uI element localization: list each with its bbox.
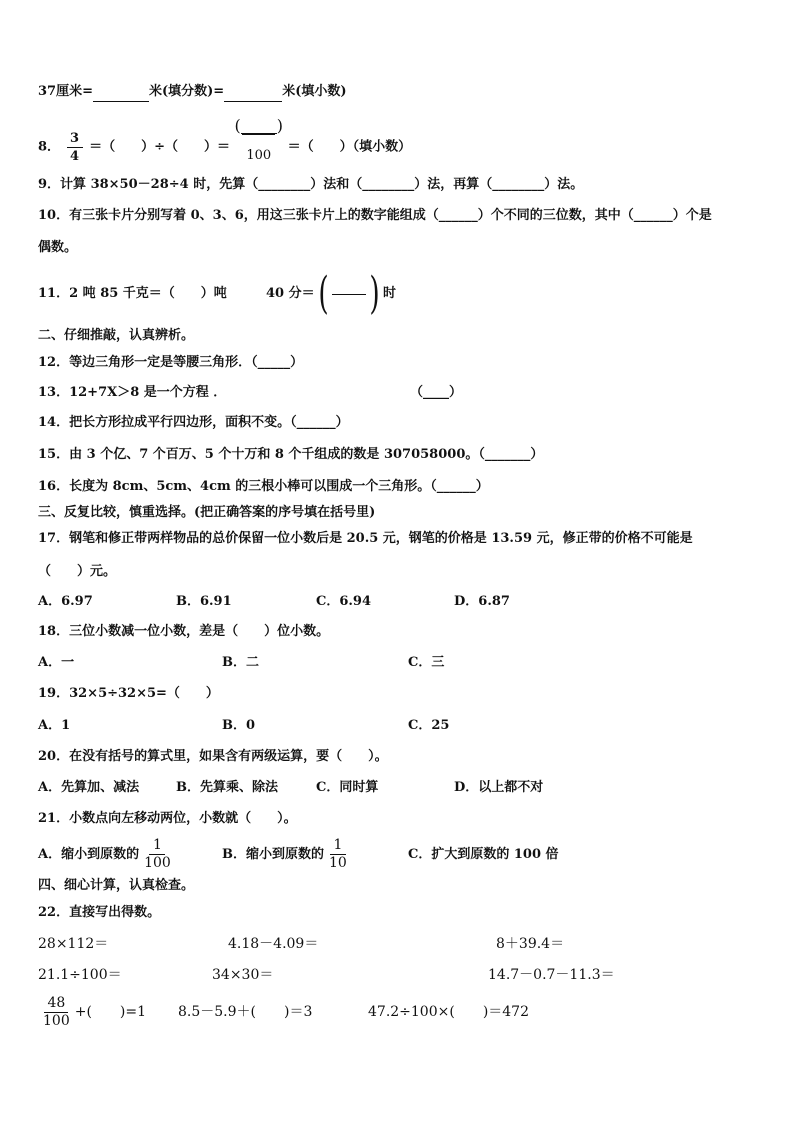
q17-option-d[interactable]: D．6.87	[454, 594, 510, 609]
calc-7-num: 48	[44, 995, 68, 1013]
calc-2: 4.18－4.09＝	[228, 936, 319, 952]
q20-option-c[interactable]: C．同时算	[316, 780, 379, 795]
q11-part-2	[266, 267, 396, 319]
q7-tail	[38, 82, 347, 102]
q20-option-b[interactable]: B．先算乘、除法	[176, 780, 278, 795]
q21-option-b-fraction	[326, 837, 350, 872]
q11-unit: 时	[382, 286, 396, 301]
q7-text-c: 米(填小数)	[282, 84, 347, 99]
q8-fraction-3-4	[67, 130, 83, 165]
section-3-heading: 三、反复比较，慎重选择。(把正确答案的序号填在括号里)	[38, 505, 376, 520]
q11-part-2-text: 40 分＝	[266, 286, 315, 301]
question-12: 12．等边三角形一定是等腰三角形．（_____）	[38, 355, 304, 370]
q17-option-c[interactable]: C．6.94	[316, 594, 372, 609]
question-15: 15．由 3 个亿、7 个百万、5 个十万和 8 个千组成的数是 307058000。（_______）	[38, 447, 544, 462]
q11-part-1: 11．2 吨 85 千克＝（ ）吨	[38, 286, 227, 301]
calc-8: 8.5－5.9＋( )＝3	[178, 1004, 313, 1020]
q20-option-d[interactable]: D．以上都不对	[454, 780, 544, 795]
calc-7-fraction	[40, 995, 73, 1030]
q8-frac-den: 4	[70, 148, 80, 164]
calc-6: 14.7－0.7－11.3＝	[488, 967, 615, 983]
calc-7-rest: +( )=1	[74, 1004, 147, 1020]
q21-option-b-text: B．缩小到原数的	[222, 847, 324, 862]
calc-3: 8＋39.4＝	[496, 936, 565, 952]
q21-b-num: 1	[330, 837, 346, 855]
q17-option-b[interactable]: B．6.91	[176, 594, 232, 609]
q20-option-a[interactable]: A．先算加、减法	[38, 780, 140, 795]
question-9: 9．计算 38×50－28÷4 时，先算（________）法和（________）法，再算（________）法。	[38, 177, 584, 192]
q19-option-a[interactable]: A．1	[38, 718, 71, 733]
q8-fraction-over-100[interactable]	[235, 118, 284, 176]
q21-a-num: 1	[149, 837, 165, 855]
q7-blank-decimal[interactable]	[224, 87, 282, 102]
q13-answer-paren[interactable]: （____）	[410, 385, 463, 400]
q17-option-a[interactable]: A．6.97	[38, 594, 93, 609]
section-2-heading: 二、仔细推敲，认真辨析。	[38, 328, 195, 343]
question-21: 21．小数点向左移动两位，小数就（ ）。	[38, 811, 297, 826]
q18-option-c[interactable]: C．三	[408, 655, 445, 670]
question-13: 13．12+7X＞8 是一个方程 ．	[38, 385, 227, 400]
calc-1: 28×112＝	[38, 936, 109, 952]
q8-number: 8．	[38, 139, 61, 155]
q11-right-paren: )	[369, 267, 380, 319]
question-17-line-1: 17．钢笔和修正带两样物品的总价保留一位小数后是 20.5 元，钢笔的价格是 13.59 元，修正带的价格不可能是	[38, 531, 693, 546]
question-10-line-1: 10．有三张卡片分别写着 0、3、6，用这三张卡片上的数字能组成（______）个不同的三位数，其中（______）个是	[38, 208, 712, 223]
q11-fraction-blank[interactable]	[332, 293, 366, 295]
q18-option-b[interactable]: B．二	[222, 655, 259, 670]
question-11	[38, 284, 227, 304]
calc-4: 21.1÷100＝	[38, 967, 122, 983]
q21-option-c[interactable]: C．扩大到原数的 100 倍	[408, 847, 559, 862]
question-10-line-2: 偶数。	[38, 240, 78, 255]
question-18: 18．三位小数减一位小数，差是（ ）位小数。	[38, 624, 330, 639]
q21-a-den: 100	[144, 855, 171, 871]
q7-text-a: 37厘米=	[38, 84, 93, 99]
question-19: 19．32×5÷32×5=（ ）	[38, 686, 219, 701]
q8-numerator-blank[interactable]: ( )	[234, 116, 284, 135]
q8-den-100: 100	[242, 134, 275, 176]
q21-b-den: 10	[329, 855, 347, 871]
question-8	[38, 118, 411, 176]
q18-option-a[interactable]: A．一	[38, 655, 75, 670]
question-20: 20．在没有括号的算式里，如果含有两级运算，要（ ）。	[38, 749, 388, 764]
q21-option-a-fraction	[141, 837, 174, 872]
q7-text-b: 米(填分数)=	[148, 84, 225, 99]
calc-9: 47.2÷100×( )＝472	[368, 1004, 529, 1020]
q21-option-a[interactable]	[38, 835, 176, 875]
q19-option-b[interactable]: B．0	[222, 718, 256, 733]
q8-equation-1: ＝（ ）÷（ ）＝	[89, 139, 231, 155]
q11-left-paren: (	[318, 267, 329, 319]
q19-option-c[interactable]: C．25	[408, 718, 450, 733]
q7-blank-fraction[interactable]	[93, 87, 149, 102]
q21-option-a-text: A．缩小到原数的	[38, 847, 140, 862]
question-17-line-2: （ ）元。	[38, 564, 117, 579]
q8-equation-2: ＝（ ）（填小数）	[287, 139, 412, 155]
question-22: 22．直接写出得数。	[38, 905, 161, 920]
question-14: 14．把长方形拉成平行四边形，面积不变。（______）	[38, 415, 349, 430]
section-4-heading: 四、细心计算，认真检查。	[38, 878, 195, 893]
q21-option-b[interactable]	[222, 835, 352, 875]
calc-7	[38, 992, 146, 1032]
q8-frac-num: 3	[67, 130, 83, 148]
question-16: 16．长度为 8cm、5cm、4cm 的三根小棒可以围成一个三角形。（______）	[38, 479, 489, 494]
calc-7-den: 100	[43, 1012, 70, 1029]
calc-5: 34×30＝	[212, 967, 274, 983]
